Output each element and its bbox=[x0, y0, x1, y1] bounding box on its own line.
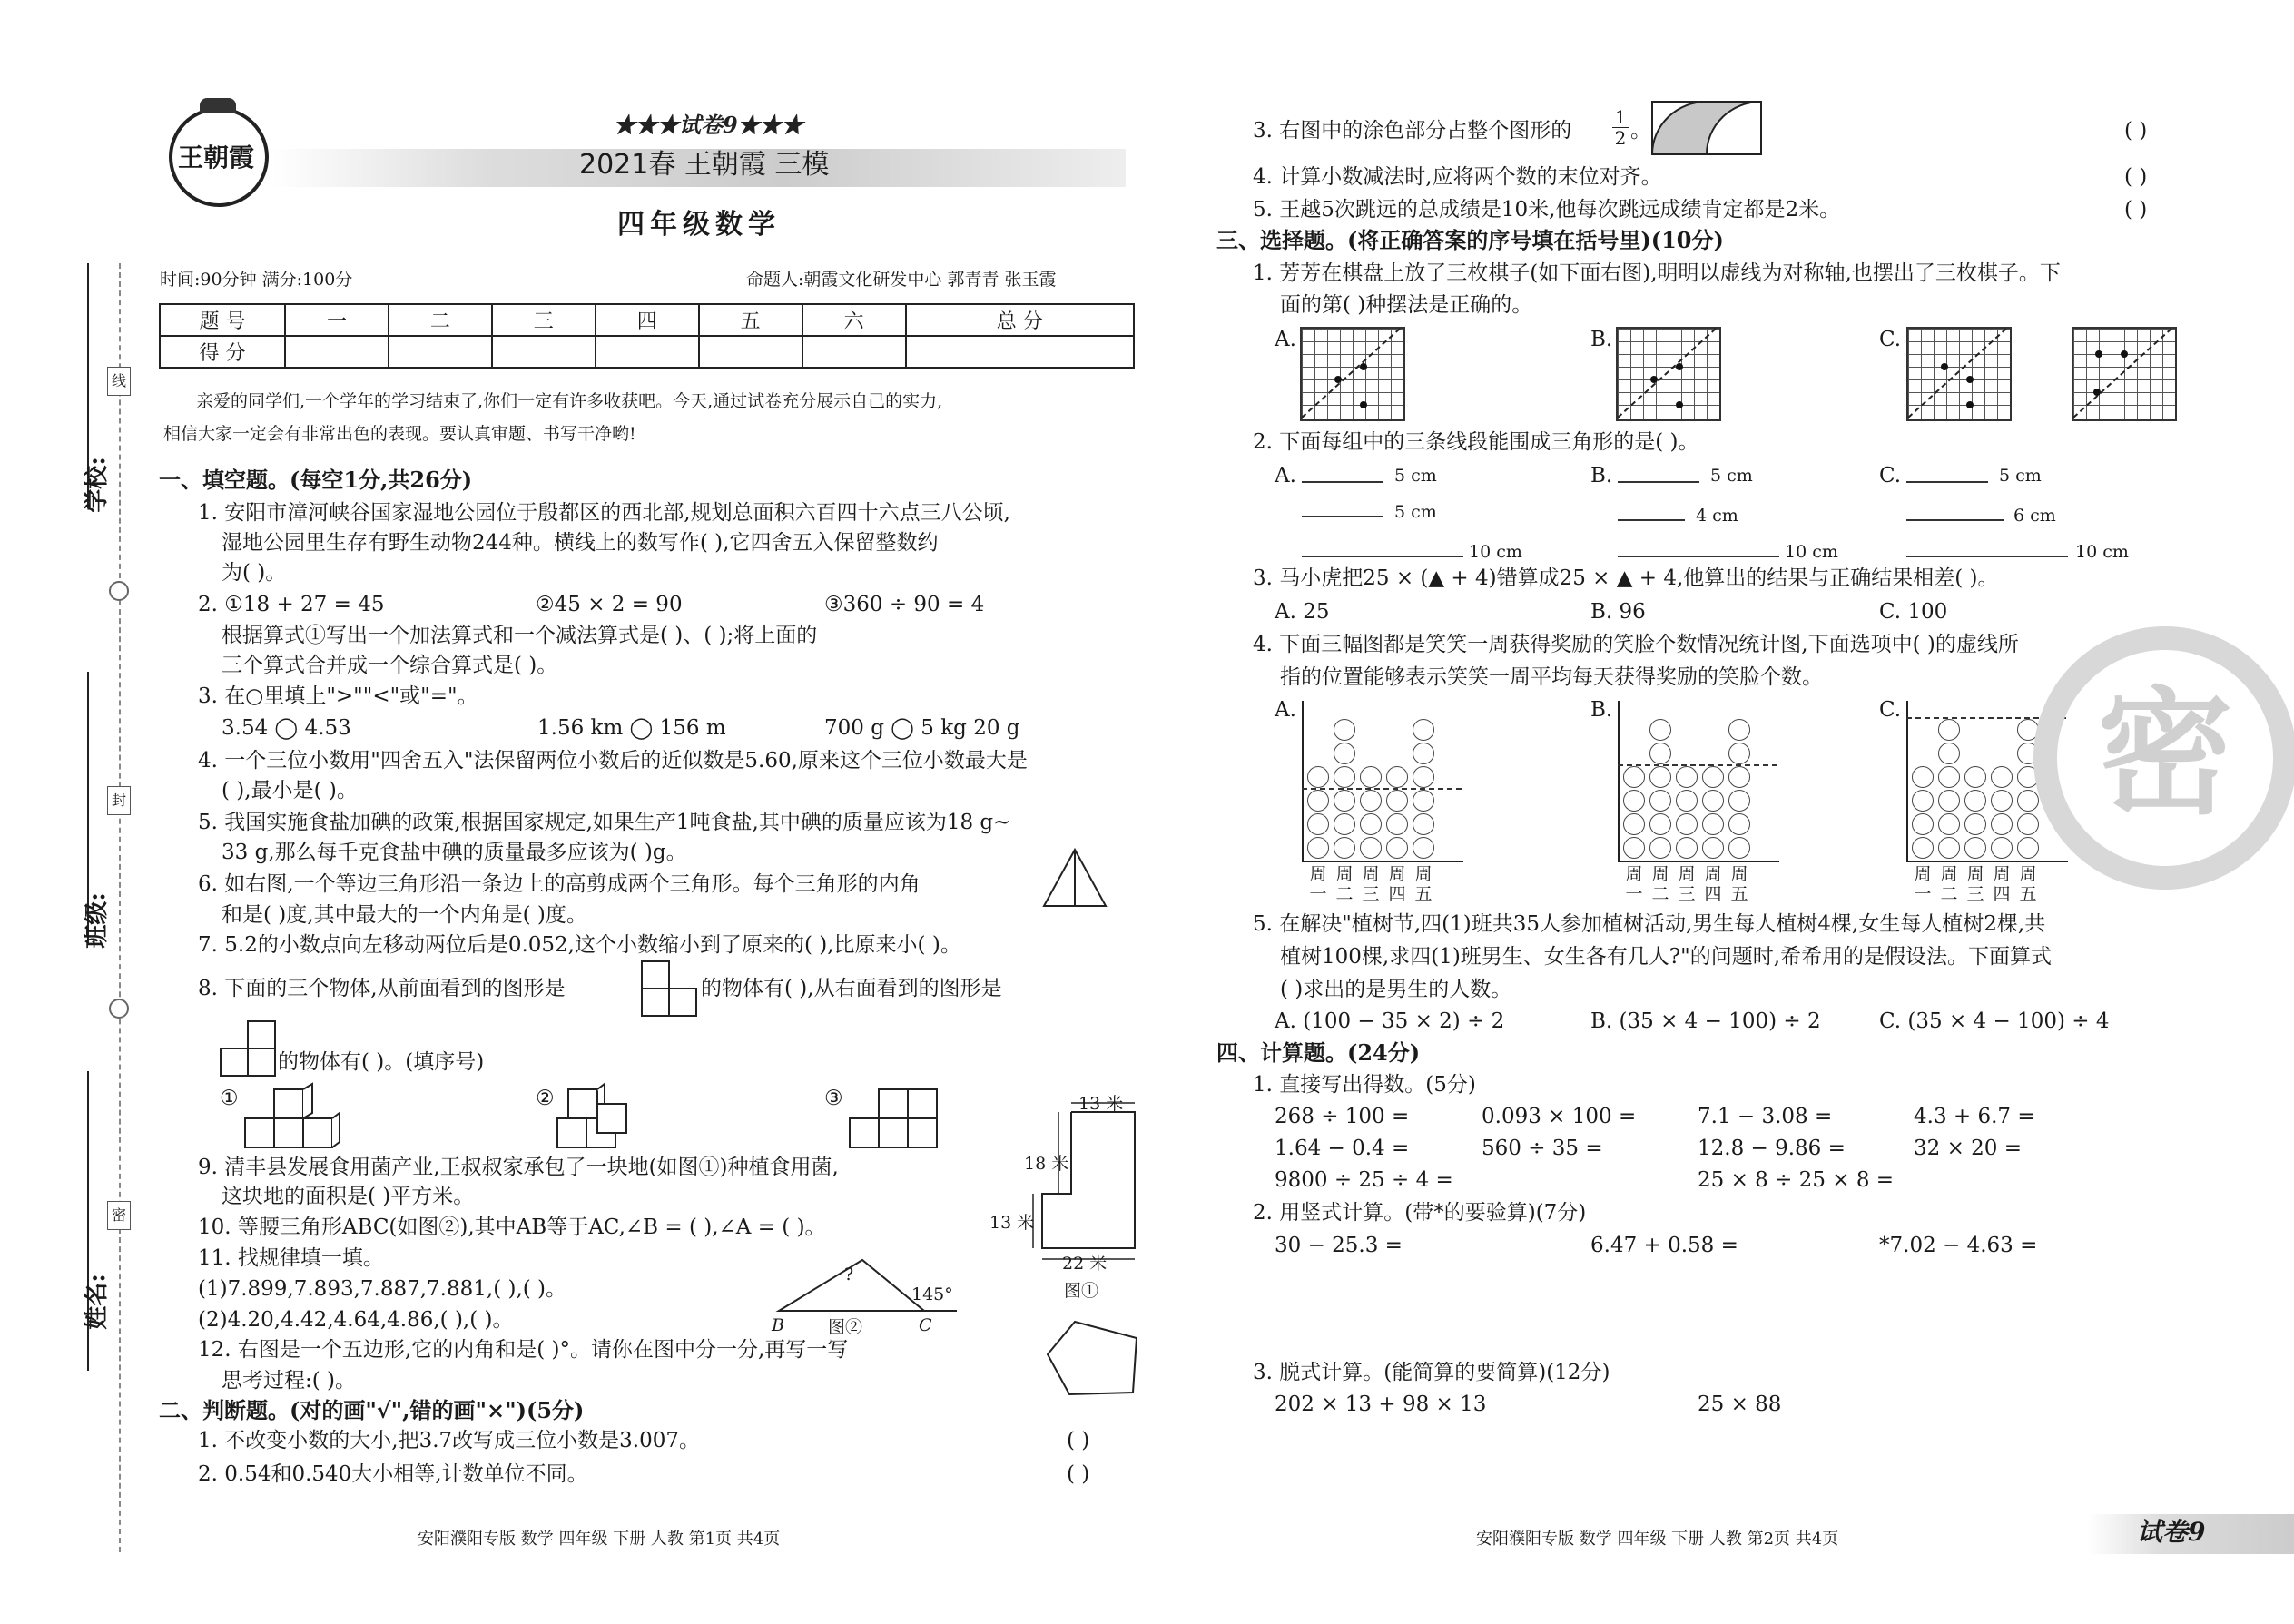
smiley-face-icon bbox=[1386, 837, 1408, 859]
choice-4-line-1: 4. 下面三幅图都是笑笑一周获得奖励的笑脸个数情况统计图,下面选项中( )的虚线所 bbox=[1253, 633, 2019, 656]
calc-1-item[interactable]: 0.093 × 100 = bbox=[1482, 1105, 1637, 1128]
smiley-face-icon bbox=[1991, 790, 2013, 812]
score-input-cell[interactable] bbox=[906, 336, 1134, 368]
exam-title: 四年级数学 bbox=[617, 209, 781, 241]
smiley-face-icon bbox=[2017, 790, 2039, 812]
q6-triangle-figure bbox=[1039, 846, 1111, 910]
calc-1-item[interactable]: 7.1 − 3.08 = bbox=[1698, 1105, 1833, 1128]
chart-day-label: 周二 bbox=[1651, 864, 1669, 904]
q8-line-1a: 8. 下面的三个物体,从前面看到的图形是 bbox=[198, 977, 566, 1000]
smiley-face-icon bbox=[1938, 813, 1960, 835]
judge-2: 2. 0.54和0.540大小相等,计数单位不同。 bbox=[198, 1462, 588, 1486]
calc-1-item[interactable]: 268 ÷ 100 = bbox=[1275, 1105, 1410, 1128]
smiley-face-icon bbox=[1912, 790, 1934, 812]
segment bbox=[1906, 519, 2004, 521]
score-table-row-header bbox=[160, 304, 1134, 336]
choice-4-line-2: 指的位置能够表示笑笑一周平均每天获得奖励的笑脸个数。 bbox=[1280, 665, 1823, 689]
chart-day-label: 周五 bbox=[1730, 864, 1748, 904]
figure-2-vertex-b: B bbox=[772, 1315, 784, 1335]
smiley-face-icon bbox=[1649, 719, 1671, 741]
logo-crown-icon bbox=[200, 98, 236, 113]
exam-info-right: 命题人:朝霞文化研发中心 郭青青 张玉霞 bbox=[746, 270, 1057, 290]
smiley-face-icon bbox=[1728, 790, 1750, 812]
score-cell: 三 bbox=[492, 304, 596, 336]
q3-line-1: 3. 在○里填上">""<"或"="。 bbox=[198, 684, 478, 708]
chart-day-label: 周五 bbox=[2019, 864, 2037, 904]
smiley-face-icon bbox=[1702, 813, 1724, 835]
q11-line-3: (2)4.20,4.42,4.64,4.86,( ),( )。 bbox=[198, 1308, 514, 1332]
smiley-face-icon bbox=[1938, 719, 1960, 741]
smiley-face-icon bbox=[1649, 790, 1671, 812]
smiley-face-icon bbox=[1938, 837, 1960, 859]
smiley-face-icon bbox=[1676, 766, 1698, 788]
class-label: 班级: bbox=[83, 892, 111, 949]
smiley-face-icon bbox=[1702, 837, 1724, 859]
choice-1-option-c[interactable]: C. bbox=[1879, 328, 1902, 351]
score-input-cell[interactable] bbox=[492, 336, 596, 368]
q12-line-1: 12. 右图是一个五边形,它的内角和是( )°。请你在图中分一分,再写一写 bbox=[198, 1338, 849, 1362]
calc-2-item[interactable]: *7.02 − 4.63 = bbox=[1879, 1234, 2038, 1257]
cut-line bbox=[119, 263, 121, 1552]
choice-2-b-seg-3: 10 cm bbox=[1785, 542, 1838, 562]
q1-line-3: 为( )。 bbox=[222, 561, 287, 585]
smiley-face-icon bbox=[1964, 766, 1986, 788]
judge-3-text: 3. 右图中的涂色部分占整个图形的 bbox=[1253, 119, 1572, 143]
q5-line-2: 33 g,那么每千克食盐中碘的质量最多应该为( )g。 bbox=[222, 841, 687, 864]
q4-line-2: ( ),最小是( )。 bbox=[222, 779, 358, 802]
q11-line-2: (1)7.899,7.893,7.887,7.881,( ),( )。 bbox=[198, 1277, 567, 1301]
segment bbox=[1618, 519, 1685, 521]
smiley-face-icon bbox=[1360, 837, 1382, 859]
smiley-face-icon bbox=[2017, 837, 2039, 859]
score-cell: 二 bbox=[389, 304, 492, 336]
smiley-face-icon bbox=[1649, 766, 1671, 788]
judge-3-end: 。 bbox=[1630, 119, 1651, 143]
judge-3-shaded-figure bbox=[1650, 100, 1763, 156]
smiley-face-icon bbox=[1728, 743, 1750, 764]
segment bbox=[1302, 556, 1463, 557]
score-table-row-score bbox=[160, 336, 1134, 368]
score-input-cell[interactable] bbox=[596, 336, 699, 368]
calc-1-item[interactable]: 32 × 20 = bbox=[1914, 1137, 2023, 1160]
judge-3-fraction bbox=[1612, 107, 1629, 148]
smiley-face-icon bbox=[1702, 790, 1724, 812]
calc-3-item[interactable]: 25 × 88 bbox=[1698, 1393, 1782, 1416]
q2-eq-1: 2. ①18 + 27 = 45 bbox=[198, 593, 385, 616]
q9-line-1: 9. 清丰县发展食用菌产业,王叔叔家承包了一块地(如图①)种植食用菌, bbox=[198, 1156, 839, 1179]
smiley-face-icon bbox=[1334, 719, 1355, 741]
calc-3-title: 3. 脱式计算。(能简算的要简算)(12分) bbox=[1253, 1361, 1610, 1384]
smiley-face-icon bbox=[1307, 766, 1329, 788]
smiley-face-icon bbox=[1386, 790, 1408, 812]
choice-2-c-seg-2: 6 cm bbox=[2013, 506, 2056, 526]
smiley-face-icon bbox=[1649, 743, 1671, 764]
choice-2-c-seg-3: 10 cm bbox=[2075, 542, 2129, 562]
q4-line-1: 4. 一个三位小数用"四舍五入"法保留两位小数后的近似数是5.60,原来这个三位小数最大是 bbox=[198, 749, 1028, 773]
chart-day-label: 周四 bbox=[1704, 864, 1722, 904]
chart-day-label: 周三 bbox=[1362, 864, 1380, 904]
margin-ornament-2 bbox=[109, 999, 129, 1019]
score-cell: 总 分 bbox=[906, 304, 1134, 336]
calc-1-item[interactable]: 12.8 − 9.86 = bbox=[1698, 1137, 1846, 1160]
choice-4-option-c[interactable]: C. bbox=[1879, 698, 1902, 722]
calc-1-item[interactable]: 4.3 + 6.7 = bbox=[1914, 1105, 2035, 1128]
choice-2-a-seg-2: 5 cm bbox=[1394, 502, 1437, 522]
score-input-cell[interactable] bbox=[802, 336, 906, 368]
choice-2-line: 2. 下面每组中的三条线段能围成三角形的是( )。 bbox=[1253, 430, 1699, 454]
calc-1-item[interactable]: 1.64 − 0.4 = bbox=[1275, 1137, 1410, 1160]
smiley-face-icon bbox=[1964, 790, 1986, 812]
judge-1: 1. 不改变小数的大小,把3.7改写成三位小数是3.007。 bbox=[198, 1429, 700, 1452]
q6-line-1: 6. 如右图,一个等边三角形沿一条边上的高剪成两个三角形。每个三角形的内角 bbox=[198, 872, 921, 896]
chart-day-label: 周一 bbox=[1309, 864, 1327, 904]
margin-mark-line bbox=[107, 367, 131, 396]
judge-5-answer[interactable]: ( ) bbox=[2124, 198, 2148, 221]
score-cell: 题 号 bbox=[160, 304, 285, 336]
smiley-face-icon bbox=[1991, 766, 2013, 788]
smiley-face-icon bbox=[1728, 837, 1750, 859]
q5-line-1: 5. 我国实施食盐加碘的政策,根据国家规定,如果生产1吨食盐,其中碘的质量应该为18 g~ bbox=[198, 811, 1011, 834]
smiley-face-icon bbox=[1360, 790, 1382, 812]
watermark-text: 密 bbox=[2096, 675, 2233, 833]
section-4-title: 四、计算题。(24分) bbox=[1216, 1039, 1421, 1066]
smiley-face-icon bbox=[1623, 766, 1645, 788]
margin-mark-seal-text: 封 bbox=[111, 792, 126, 809]
smiley-face-icon bbox=[1334, 837, 1355, 859]
smiley-face-icon bbox=[1938, 743, 1960, 764]
figure-2-vertex-c: C bbox=[919, 1315, 932, 1335]
q8-option-2: ② bbox=[536, 1087, 555, 1110]
margin-mark-line-text: 线 bbox=[111, 372, 126, 389]
logo-seal bbox=[169, 107, 269, 207]
choice-2-option-c[interactable]: C. bbox=[1879, 464, 1902, 487]
smiley-face-icon bbox=[1964, 837, 1986, 859]
smiley-face-icon bbox=[1991, 813, 2013, 835]
figure-1-caption: 图① bbox=[1064, 1281, 1099, 1301]
score-table bbox=[159, 303, 1135, 369]
figure-1-top-label: 13 米 bbox=[1078, 1094, 1124, 1114]
choice-1-option-b[interactable]: B. bbox=[1590, 328, 1613, 351]
segment bbox=[1302, 516, 1383, 517]
choice-2-a-seg-3: 10 cm bbox=[1469, 542, 1522, 562]
logo-text: 王朝霞 bbox=[178, 143, 255, 172]
segment bbox=[1906, 481, 1988, 483]
smiley-face-icon bbox=[1676, 790, 1698, 812]
exam-header: 2021春 王朝霞 三模 bbox=[579, 149, 830, 181]
q3-item-2: 1.56 km ◯ 156 m bbox=[537, 716, 726, 740]
choice-1-option-a[interactable]: A. bbox=[1275, 328, 1296, 351]
choice-5-line-1: 5. 在解决"植树节,四(1)班共35人参加植树活动,男生每人植树4棵,女生每人植树2棵,共 bbox=[1253, 912, 2046, 936]
q2-line-2: 根据算式①写出一个加法算式和一个减法算式是( )、( );将上面的 bbox=[222, 624, 818, 647]
figure-2-question-mark: ? bbox=[844, 1265, 854, 1284]
q1-line-1: 1. 安阳市漳河峡谷国家湿地公园位于殷都区的西北部,规划总面积六百四十六点三八公顷, bbox=[198, 501, 1010, 525]
figure-1-side-label: 18 米 bbox=[1024, 1154, 1069, 1174]
choice-2-option-a[interactable]: A. bbox=[1275, 464, 1296, 487]
judge-4: 4. 计算小数减法时,应将两个数的末位对齐。 bbox=[1253, 165, 1662, 189]
choice-3-option-c[interactable]: C. 100 bbox=[1879, 600, 1948, 624]
smiley-face-icon bbox=[1413, 813, 1434, 835]
choice-5-option-c[interactable]: C. (35 × 4 − 100) ÷ 4 bbox=[1879, 1009, 2110, 1033]
choice-2-c-seg-1: 5 cm bbox=[1999, 466, 2042, 486]
choice-4-option-b[interactable]: B. bbox=[1590, 698, 1613, 722]
smiley-face-icon bbox=[1413, 790, 1434, 812]
smiley-face-icon bbox=[1360, 766, 1382, 788]
calc-2-title: 2. 用竖式计算。(带*的要验算)(7分) bbox=[1253, 1201, 1587, 1225]
q12-line-2: 思考过程:( )。 bbox=[222, 1369, 357, 1393]
smiley-face-icon bbox=[1702, 766, 1724, 788]
chart-day-label: 周三 bbox=[1678, 864, 1696, 904]
smiley-face-icon bbox=[1413, 743, 1434, 764]
exam-badge: ★★★试卷9★★★ bbox=[614, 112, 803, 138]
smiley-face-icon bbox=[1386, 766, 1408, 788]
exam-info-left: 时间:90分钟 满分:100分 bbox=[160, 270, 353, 290]
calc-1-title: 1. 直接写出得数。(5分) bbox=[1253, 1073, 1476, 1097]
smiley-face-icon bbox=[1334, 743, 1355, 764]
smiley-face-icon bbox=[1623, 837, 1645, 859]
section-3-title: 三、选择题。(将正确答案的序号填在括号里)(10分) bbox=[1216, 227, 1724, 253]
calc-1-item[interactable]: 9800 ÷ 25 ÷ 4 = bbox=[1275, 1168, 1453, 1192]
q2-eq-2: ②45 × 2 = 90 bbox=[536, 593, 683, 616]
smiley-face-icon bbox=[1728, 719, 1750, 741]
smiley-face-icon bbox=[1676, 837, 1698, 859]
judge-3-answer[interactable]: ( ) bbox=[2124, 119, 2148, 143]
q9-line-2: 这块地的面积是( )平方米。 bbox=[222, 1185, 475, 1208]
segment bbox=[1618, 481, 1699, 483]
figure-2-caption: 图② bbox=[828, 1317, 863, 1337]
choice-5-line-2: 植树100棵,求四(1)班男生、女生各有几人?"的问题时,希希用的是假设法。下面算式 bbox=[1280, 945, 2053, 969]
q8-right-view-icon bbox=[220, 1020, 276, 1077]
smiley-face-icon bbox=[1334, 813, 1355, 835]
intro-line-1: 亲爱的同学们,一个学年的学习结束了,你们一定有许多收获吧。今天,通过试卷充分展示自己的实力, bbox=[196, 391, 943, 411]
chart-day-label: 周一 bbox=[1914, 864, 1932, 904]
average-dashed-line bbox=[1302, 788, 1462, 790]
q11-line-1: 11. 找规律填一填。 bbox=[198, 1246, 384, 1270]
segment bbox=[1906, 556, 2068, 557]
chart-day-label: 周二 bbox=[1940, 864, 1958, 904]
segment bbox=[1618, 556, 1779, 557]
chart-day-label: 周五 bbox=[1414, 864, 1433, 904]
q8-cubes-1 bbox=[243, 1082, 343, 1151]
q2-line-3: 三个算式合并成一个综合算式是( )。 bbox=[222, 654, 558, 677]
smiley-face-icon bbox=[1649, 813, 1671, 835]
smiley-face-icon bbox=[1413, 837, 1434, 859]
score-cell: 六 bbox=[802, 304, 906, 336]
choice-5-option-a[interactable]: A. (100 − 35 × 2) ÷ 2 bbox=[1275, 1009, 1505, 1033]
smiley-face-icon bbox=[1938, 790, 1960, 812]
q3-item-1: 3.54 ◯ 4.53 bbox=[222, 716, 351, 740]
judge-5: 5. 王越5次跳远的总成绩是10米,他每次跳远成绩肯定都是2米。 bbox=[1253, 198, 1841, 221]
choice-2-a-seg-1: 5 cm bbox=[1394, 466, 1437, 486]
average-dashed-line bbox=[1618, 764, 1777, 766]
chart-day-label: 周四 bbox=[1993, 864, 2011, 904]
judge-1-answer[interactable]: ( ) bbox=[1067, 1429, 1090, 1452]
smiley-face-icon bbox=[1623, 813, 1645, 835]
calc-1-item[interactable]: 25 × 8 ÷ 25 × 8 = bbox=[1698, 1168, 1895, 1192]
chart-day-label: 周二 bbox=[1335, 864, 1354, 904]
q3-item-3: 700 g ◯ 5 kg 20 g bbox=[824, 716, 1020, 740]
choice-1-line-2: 面的第( )种摆法是正确的。 bbox=[1280, 293, 1533, 317]
choice-3-option-b[interactable]: B. 96 bbox=[1590, 600, 1646, 624]
smiley-face-icon bbox=[1334, 766, 1355, 788]
figure-1-mid-label: 13 米 bbox=[989, 1213, 1035, 1233]
q12-pentagon-figure bbox=[1042, 1318, 1142, 1400]
smiley-face-icon bbox=[1912, 813, 1934, 835]
q8-option-1: ① bbox=[220, 1087, 239, 1110]
q6-line-2: 和是( )度,其中最大的一个内角是( )度。 bbox=[222, 903, 587, 927]
section-2-title: 二、判断题。(对的画"√",错的画"×")(5分) bbox=[159, 1397, 585, 1423]
score-cell: 得 分 bbox=[160, 336, 285, 368]
margin-ornament-1 bbox=[109, 581, 129, 601]
smiley-face-icon bbox=[1413, 719, 1434, 741]
choice-5-line-3: ( )求出的是男生的人数。 bbox=[1280, 978, 1512, 1001]
fraction-denominator: 2 bbox=[1614, 127, 1627, 149]
confidential-watermark bbox=[2033, 626, 2294, 890]
smiley-face-icon bbox=[1964, 813, 1986, 835]
smiley-face-icon bbox=[2017, 813, 2039, 835]
choice-1-line-1: 1. 芳芳在棋盘上放了三枚棋子(如下面右图),明明以虚线为对称轴,也摆出了三枚棋子。下 bbox=[1253, 261, 2061, 285]
choice-3-option-a[interactable]: A. 25 bbox=[1275, 600, 1330, 624]
school-label: 学校: bbox=[83, 457, 111, 513]
smiley-face-icon bbox=[1938, 766, 1960, 788]
score-cell: 一 bbox=[285, 304, 389, 336]
choice-2-b-seg-1: 5 cm bbox=[1710, 466, 1753, 486]
calc-1-item[interactable]: 560 ÷ 35 = bbox=[1482, 1137, 1603, 1160]
chart-day-label: 周三 bbox=[1966, 864, 1984, 904]
q2-eq-3: ③360 ÷ 90 = 4 bbox=[824, 593, 985, 616]
q1-line-2: 湿地公园里生存有野生动物244种。横线上的数写作( ),它四舍五入保留整数约 bbox=[222, 531, 939, 555]
score-input-cell[interactable] bbox=[285, 336, 389, 368]
margin-mark-fix-text: 密 bbox=[111, 1206, 126, 1224]
smiley-face-icon bbox=[1307, 790, 1329, 812]
q8-option-3: ③ bbox=[824, 1087, 843, 1110]
score-cell: 四 bbox=[596, 304, 699, 336]
smiley-face-icon bbox=[1728, 813, 1750, 835]
choice-2-option-b[interactable]: B. bbox=[1590, 464, 1613, 487]
smiley-face-icon bbox=[1728, 766, 1750, 788]
choice-4-option-a[interactable]: A. bbox=[1275, 698, 1296, 722]
choice-2-b-seg-2: 4 cm bbox=[1696, 506, 1738, 526]
smiley-face-icon bbox=[1623, 790, 1645, 812]
smiley-face-icon bbox=[1912, 766, 1934, 788]
smiley-face-icon bbox=[1307, 837, 1329, 859]
score-input-cell[interactable] bbox=[699, 336, 802, 368]
q8-cubes-3 bbox=[848, 1082, 948, 1151]
choice-3-line: 3. 马小虎把25 × (▲ + 4)错算成25 × ▲ + 4,他算出的结果与正确结果相差( )。 bbox=[1253, 566, 1999, 590]
smiley-face-icon bbox=[1649, 837, 1671, 859]
q10-line: 10. 等腰三角形ABC(如图②),其中AB等于AC,∠B = ( ),∠A = ( )。 bbox=[198, 1216, 826, 1239]
corner-label: 试卷9 bbox=[2137, 1517, 2206, 1547]
margin-mark-fix bbox=[107, 1201, 131, 1230]
choice-5-option-b[interactable]: B. (35 × 4 − 100) ÷ 2 bbox=[1590, 1009, 1821, 1033]
chart-day-label: 周一 bbox=[1625, 864, 1643, 904]
segment bbox=[1302, 481, 1383, 483]
smiley-face-icon bbox=[1386, 813, 1408, 835]
q8-cubes-2 bbox=[556, 1082, 655, 1151]
q8-line-2: 的物体有( )。(填序号) bbox=[278, 1050, 485, 1074]
fraction-numerator: 1 bbox=[1614, 106, 1627, 128]
smiley-face-icon bbox=[1307, 813, 1329, 835]
smiley-face-icon bbox=[1991, 837, 2013, 859]
smiley-face-icon bbox=[1912, 837, 1934, 859]
figure-2-angle-label: 145° bbox=[911, 1284, 953, 1304]
score-cell: 五 bbox=[699, 304, 802, 336]
margin-mark-seal bbox=[107, 786, 131, 815]
calc-2-item[interactable]: 6.47 + 0.58 = bbox=[1590, 1234, 1738, 1257]
chessboard-pieces bbox=[1298, 325, 2179, 421]
chart-day-label: 周四 bbox=[1388, 864, 1406, 904]
smiley-face-icon bbox=[1676, 813, 1698, 835]
q8-line-1b: 的物体有( ),从右面看到的图形是 bbox=[701, 977, 1002, 1000]
q8-front-view-icon bbox=[641, 960, 697, 1017]
left-footer: 安阳濮阳专版 数学 四年级 下册 人教 第1页 共4页 bbox=[418, 1530, 781, 1549]
calc-2-item[interactable]: 30 − 25.3 = bbox=[1275, 1234, 1403, 1257]
q7-line: 7. 5.2的小数点向左移动两位后是0.052,这个小数缩小到了原来的( ),比原来小( )。 bbox=[198, 933, 961, 957]
calc-3-item[interactable]: 202 × 13 + 98 × 13 bbox=[1275, 1393, 1487, 1416]
judge-2-answer[interactable]: ( ) bbox=[1067, 1462, 1090, 1486]
name-label: 姓名: bbox=[83, 1274, 111, 1330]
smiley-face-icon bbox=[1360, 813, 1382, 835]
intro-line-2: 相信大家一定会有非常出色的表现。要认真审题、书写干净哟! bbox=[163, 424, 636, 444]
section-1-title: 一、填空题。(每空1分,共26分) bbox=[159, 467, 473, 493]
right-footer: 安阳濮阳专版 数学 四年级 下册 人教 第2页 共4页 bbox=[1476, 1530, 1839, 1549]
score-input-cell[interactable] bbox=[389, 336, 492, 368]
judge-4-answer[interactable]: ( ) bbox=[2124, 165, 2148, 189]
smiley-face-icon bbox=[1413, 766, 1434, 788]
figure-1-bottom-label: 22 米 bbox=[1062, 1254, 1108, 1274]
smiley-face-icon bbox=[1334, 790, 1355, 812]
